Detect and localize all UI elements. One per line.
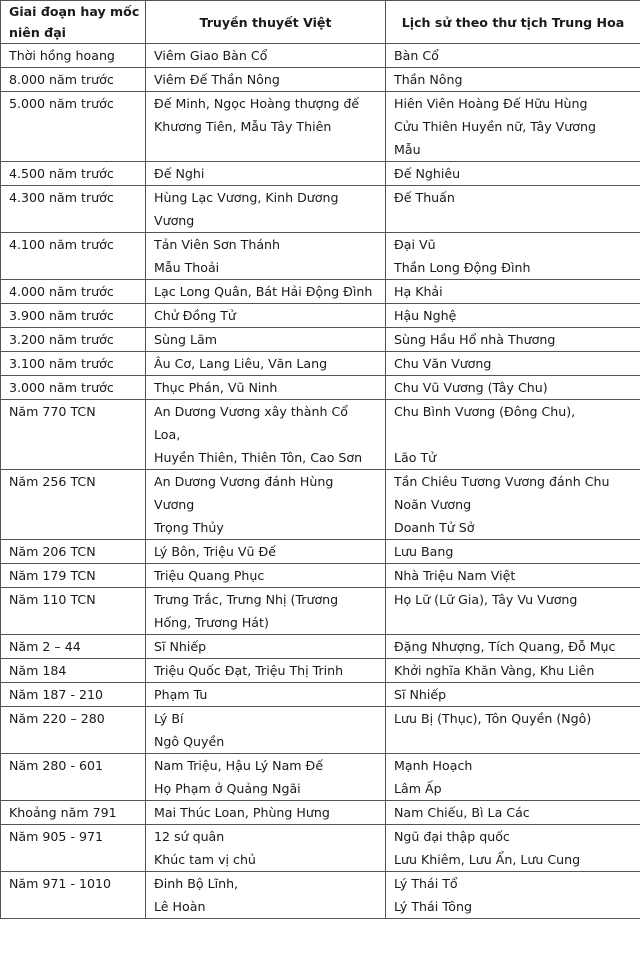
period-cell: Năm 905 - 971 [1,825,146,872]
period-cell: 3.000 năm trước [1,376,146,400]
cell-line: Lạc Long Quân, Bát Hải Động Đình [154,284,373,299]
cell-line: Đế Thuấn [394,190,455,205]
table-row [1,376,640,400]
chinese-history-cell [386,635,640,659]
table-row [1,233,640,280]
table-row [1,801,640,825]
viet-legend-cell [146,540,386,564]
chinese-history-cell [386,352,640,376]
cell-line: Đặng Nhượng, Tích Quang, Đỗ Mục [394,639,616,654]
table-row [1,328,640,352]
cell-line: Lưu Khiêm, Lưu Ẩn, Lưu Cung [394,852,581,867]
cell-line: Mai Thúc Loan, Phùng Hưng [154,805,330,820]
cell-line: Đế Nghi [154,166,205,181]
chinese-history-cell [386,801,640,825]
chinese-history-cell [386,659,640,683]
chinese-history-cell [386,588,640,635]
viet-legend-cell [146,659,386,683]
chinese-history-cell [386,470,640,540]
viet-legend-cell [146,801,386,825]
period-cell: Năm 184 [1,659,146,683]
viet-legend-cell [146,44,386,68]
chinese-history-cell [386,68,640,92]
cell-line: Tần Chiêu Tương Vương đánh Chu [394,474,610,489]
cell-line: Lâm Ấp [394,781,442,796]
chinese-history-cell [386,825,640,872]
chinese-history-cell [386,186,640,233]
period-cell: Năm 206 TCN [1,540,146,564]
table-row [1,162,640,186]
viet-legend-cell [146,304,386,328]
chinese-history-cell [386,683,640,707]
chinese-history-cell [386,754,640,801]
table-row [1,400,640,470]
cell-line: Huyền Thiên, Thiên Tôn, Cao Sơn [154,450,363,465]
table-row [1,92,640,162]
cell-line: Vương [154,497,195,512]
chinese-history-cell [386,564,640,588]
period-cell: 3.200 năm trước [1,328,146,352]
table-row [1,186,640,233]
cell-line: Vương [154,213,195,228]
cell-line: Nam Triệu, Hậu Lý Nam Đế [154,758,324,773]
cell-line: 12 sứ quân [154,829,225,844]
period-cell: 4.500 năm trước [1,162,146,186]
viet-legend-cell [146,162,386,186]
cell-line: Viêm Giao Bàn Cổ [154,48,268,63]
table-row [1,68,640,92]
period-cell: 4.000 năm trước [1,280,146,304]
cell-line: Họ Lữ (Lữ Gia), Tây Vu Vương [394,592,578,607]
period-cell: 4.100 năm trước [1,233,146,280]
viet-legend-cell [146,92,386,162]
period-cell: Năm 2 – 44 [1,635,146,659]
cell-line: Ngô Quyền [154,734,225,749]
table-row [1,683,640,707]
viet-legend-cell [146,400,386,470]
chinese-history-cell [386,707,640,754]
cell-line: Hống, Trương Hát) [154,615,269,630]
table-row [1,280,640,304]
cell-line: Doanh Tử Sở [394,520,475,535]
cell-line: Âu Cơ, Lang Liêu, Văn Lang [154,356,328,371]
table-row [1,707,640,754]
period-cell: Năm 187 - 210 [1,683,146,707]
cell-line [394,423,634,446]
period-cell: Năm 220 – 280 [1,707,146,754]
header-chinese-history: Lịch sử theo thư tịch Trung Hoa [386,1,640,44]
cell-line: Viêm Đế Thần Nông [154,72,280,87]
viet-legend-cell [146,825,386,872]
cell-line: Đế Minh, Ngọc Hoàng thượng đế [154,96,360,111]
cell-line: Chử Đồng Tử [154,308,236,323]
period-cell: 8.000 năm trước [1,68,146,92]
table-row [1,352,640,376]
period-cell: 4.300 năm trước [1,186,146,233]
table-row [1,635,640,659]
cell-line: Ngũ đại thập quốc [394,829,510,844]
cell-line: Lê Hoàn [154,899,206,914]
cell-line: Mẫu [394,142,421,157]
cell-line: Sĩ Nhiếp [154,639,207,654]
viet-legend-cell [146,328,386,352]
chinese-history-cell [386,162,640,186]
cell-line: Lý Bí [154,711,184,726]
cell-line: Đại Vũ [394,237,436,252]
chinese-history-cell [386,540,640,564]
period-cell: 3.100 năm trước [1,352,146,376]
cell-line: Lý Thái Tông [394,899,472,914]
cell-line: Khương Tiên, Mẫu Tây Thiên [154,119,332,134]
table-body [1,44,640,919]
viet-legend-cell [146,352,386,376]
cell-line: Thục Phán, Vũ Ninh [154,380,278,395]
cell-line: Trọng Thủy [154,520,224,535]
cell-line: Chu Văn Vương [394,356,492,371]
period-cell: 5.000 năm trước [1,92,146,162]
cell-line: Phạm Tu [154,687,208,702]
viet-legend-cell [146,754,386,801]
table-row [1,588,640,635]
viet-legend-cell [146,564,386,588]
cell-line: Triệu Quốc Đạt, Triệu Thị Trinh [154,663,344,678]
cell-line: Mạnh Hoạch [394,758,473,773]
viet-legend-cell [146,68,386,92]
period-cell: Thời hồng hoang [1,44,146,68]
cell-line: Đinh Bộ Lĩnh, [154,876,239,891]
cell-line: Nam Chiếu, Bì La Các [394,805,530,820]
header-viet-legend: Truyền thuyết Việt [146,1,386,44]
cell-line: Tản Viên Sơn Thánh [154,237,281,252]
cell-line: Khởi nghĩa Khăn Vàng, Khu Liên [394,663,595,678]
cell-line: Chu Bình Vương (Đông Chu), [394,404,576,419]
cell-line: An Dương Vương đánh Hùng [154,474,334,489]
table-row [1,44,640,68]
cell-line: Đế Nghiêu [394,166,461,181]
table-row [1,564,640,588]
table-row [1,470,640,540]
chinese-history-cell [386,280,640,304]
cell-line: Triệu Quang Phục [154,568,265,583]
chinese-history-cell [386,44,640,68]
table-row [1,872,640,919]
chinese-history-cell [386,872,640,919]
cell-line: Lưu Bị (Thục), Tôn Quyền (Ngô) [394,711,592,726]
viet-legend-cell [146,683,386,707]
viet-legend-cell [146,588,386,635]
chinese-history-cell [386,233,640,280]
period-cell: Năm 971 - 1010 [1,872,146,919]
chinese-history-cell [386,376,640,400]
period-cell: Năm 280 - 601 [1,754,146,801]
viet-legend-cell [146,280,386,304]
period-cell: Khoảng năm 791 [1,801,146,825]
header-period: Giai đoạn hay mốc niên đại [1,1,146,44]
cell-line: Hùng Lạc Vương, Kinh Dương [154,190,339,205]
cell-line: Nhà Triệu Nam Việt [394,568,516,583]
cell-line: Lý Thái Tổ [394,876,458,891]
cell-line: Bàn Cổ [394,48,439,63]
table-row [1,825,640,872]
table-row [1,659,640,683]
cell-line: Noãn Vương [394,497,472,512]
cell-line: Thần Nông [394,72,463,87]
cell-line: Lý Bôn, Triệu Vũ Đế [154,544,277,559]
chinese-history-cell [386,92,640,162]
viet-legend-cell [146,233,386,280]
cell-line: Họ Phạm ở Quảng Ngãi [154,781,301,796]
chinese-history-cell [386,400,640,470]
cell-line: Cửu Thiên Huyền nữ, Tây Vương [394,119,596,134]
viet-legend-cell [146,376,386,400]
cell-line: Loa, [154,427,181,442]
cell-line: Lưu Bang [394,544,454,559]
viet-legend-cell [146,470,386,540]
cell-line: Khúc tam vị chủ [154,852,256,867]
viet-legend-cell [146,186,386,233]
cell-line: Thần Long Động Đình [394,260,531,275]
period-cell: Năm 110 TCN [1,588,146,635]
cell-line: Sùng Lãm [154,332,217,347]
cell-line: Trưng Trắc, Trưng Nhị (Trương [154,592,339,607]
period-cell: Năm 179 TCN [1,564,146,588]
chinese-history-cell [386,328,640,352]
period-cell: Năm 770 TCN [1,400,146,470]
cell-line: Hạ Khải [394,284,443,299]
viet-legend-cell [146,872,386,919]
cell-line: Sĩ Nhiếp [394,687,447,702]
cell-line: Chu Vũ Vương (Tây Chu) [394,380,548,395]
cell-line: Sùng Hầu Hổ nhà Thương [394,332,556,347]
header-row [1,1,640,44]
viet-legend-cell [146,635,386,659]
viet-legend-cell [146,707,386,754]
table-row [1,304,640,328]
chinese-history-cell [386,304,640,328]
cell-line: Hậu Nghệ [394,308,457,323]
cell-line: Lão Tử [394,450,437,465]
period-cell: 3.900 năm trước [1,304,146,328]
cell-line: Hiên Viên Hoàng Đế Hữu Hùng [394,96,588,111]
table-row [1,754,640,801]
cell-line: An Dương Vương xây thành Cổ [154,404,348,419]
table-row [1,540,640,564]
period-cell: Năm 256 TCN [1,470,146,540]
cell-line: Mẫu Thoải [154,260,220,275]
